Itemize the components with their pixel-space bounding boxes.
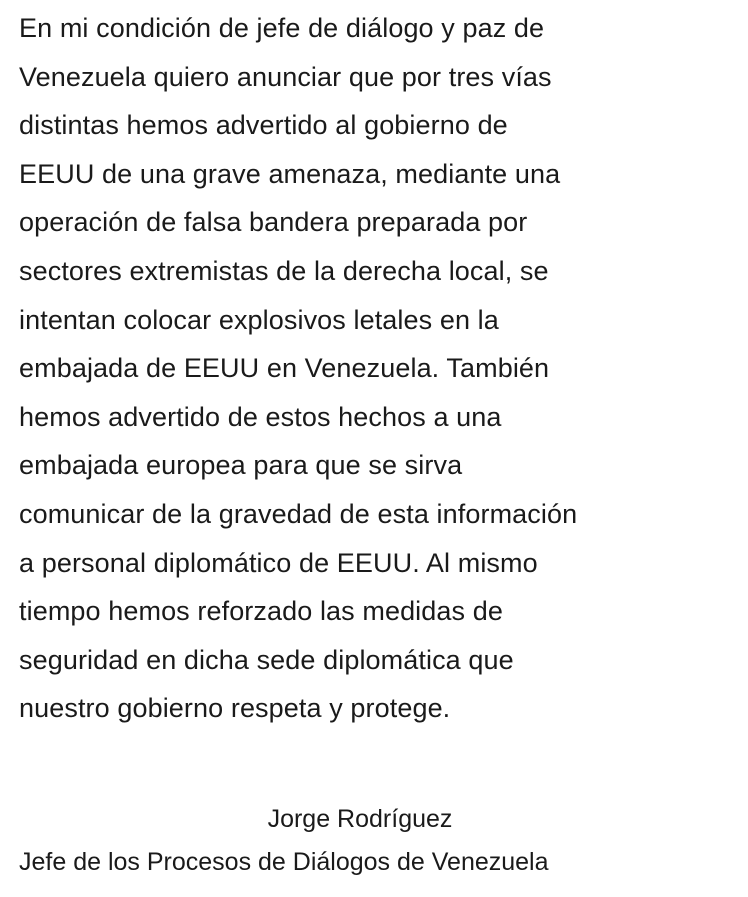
statement-line: EEUU de una grave amenaza, mediante una [19, 158, 561, 189]
signature-block [0, 798, 748, 884]
signature-name: Jorge Rodríguez [267, 805, 453, 833]
statement-line: seguridad en dicha sede diplomática que [19, 644, 514, 675]
statement-line: hemos advertido de estos hechos a una [19, 401, 502, 432]
statement-line: Venezuela quiero anunciar que por tres vías [19, 61, 552, 92]
statement-line: embajada europea para que se sirva [19, 450, 463, 481]
statement-line: distintas hemos advertido al gobierno de [19, 110, 508, 141]
statement-line: sectores extremistas de la derecha local, se [19, 255, 549, 286]
statement-body [19, 4, 739, 733]
statement-line: tiempo hemos reforzado las medidas de [19, 596, 503, 627]
statement-line: operación de falsa bandera preparada por [19, 207, 528, 238]
signature-role: Jefe de los Procesos de Diálogos de Venezuela [19, 848, 549, 876]
statement-line: intentan colocar explosivos letales en la [19, 304, 499, 335]
statement-line: nuestro gobierno respeta y protege. [19, 693, 451, 724]
statement-line: embajada de EEUU en Venezuela. También [19, 353, 550, 384]
statement-line: En mi condición de jefe de diálogo y paz de [19, 13, 545, 43]
statement-line: a personal diplomático de EEUU. Al mismo [19, 547, 538, 578]
statement-line: comunicar de la gravedad de esta información [19, 498, 578, 529]
